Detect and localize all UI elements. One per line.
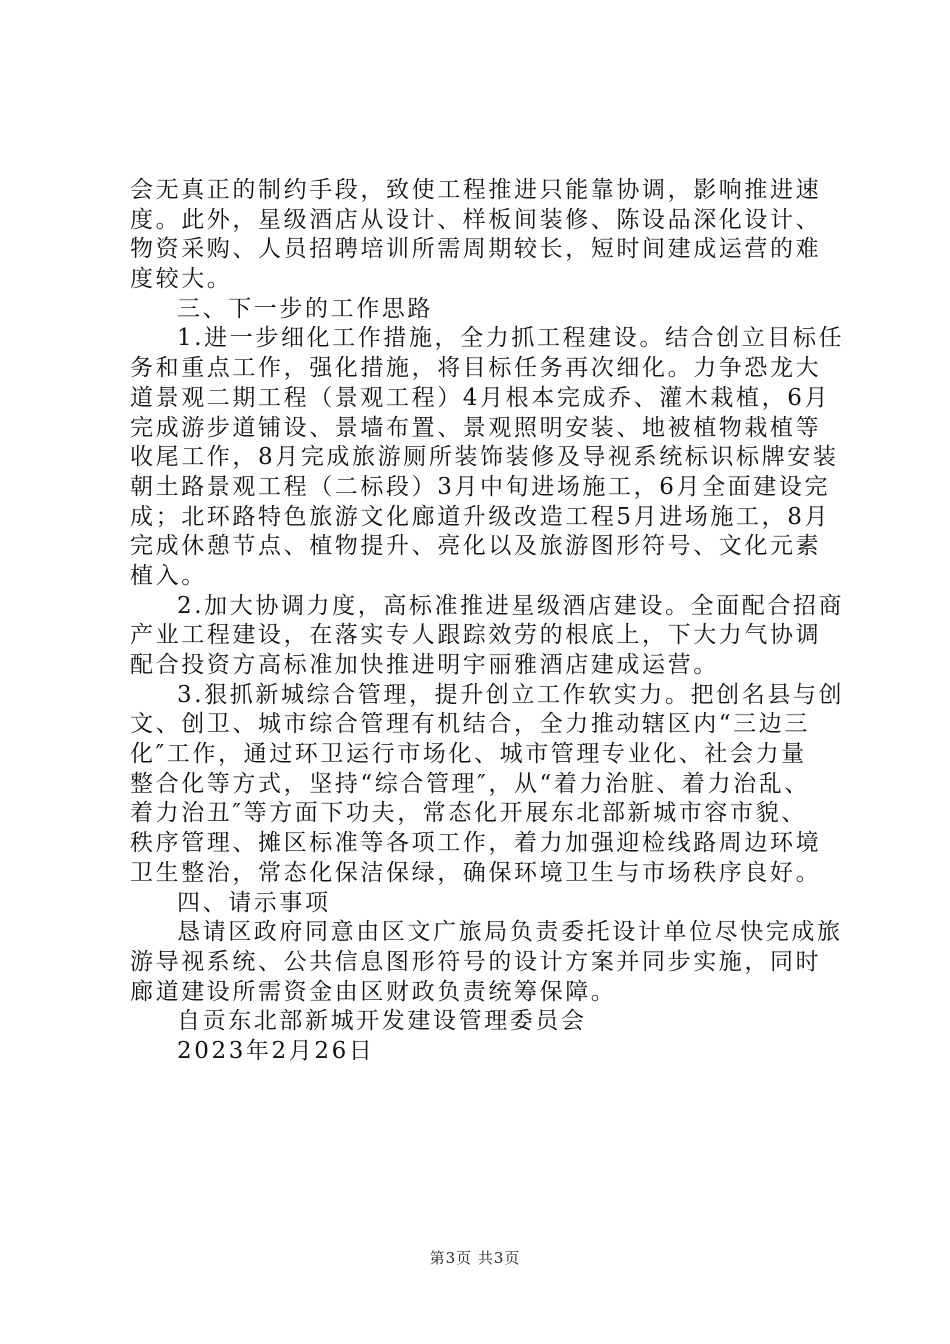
text-line: 配合投资方高标准加快推进明宇丽雅酒店建成运营。 bbox=[130, 652, 719, 678]
text-line: 恳请区政府同意由区文广旅局负责委托设计单位尽快完成旅 bbox=[177, 919, 843, 946]
text-line: 卫生整治，常态化保洁保绿，确保环境卫生与市场秩序良好。 bbox=[130, 859, 822, 886]
text-line: 四、请示事项 bbox=[177, 889, 331, 916]
paragraph-item-3 bbox=[130, 681, 845, 889]
text-line: 产业工程建设，在落实专人跟踪效劳的根底上，下大力气协调 bbox=[130, 622, 822, 649]
text-line: 游导视系统、公共信息图形符号的设计方案并同步实施，同时 bbox=[130, 948, 822, 975]
text-line: 3.狠抓新城综合管理，提升创立工作软实力。把创名县与创 bbox=[177, 681, 845, 708]
text-line: 植入。 bbox=[130, 562, 207, 589]
text-line: 着力治丑″等方面下功夫，常态化开展东北部新城市容市貌、 bbox=[130, 800, 807, 827]
paragraph-request bbox=[130, 918, 843, 1007]
text-line: 整合化等方式，坚持“综合管理″，从“着力治脏、着力治乱、 bbox=[130, 770, 810, 797]
paragraph-heading-3 bbox=[130, 295, 830, 325]
text-line: 1.进一步细化工作措施，全力抓工程建设。结合创立目标任 bbox=[177, 325, 845, 352]
paragraph-signature-date bbox=[130, 1037, 830, 1067]
text-line: 2023年2月26日 bbox=[177, 1037, 375, 1064]
paragraph-signature-org bbox=[130, 1007, 830, 1037]
text-line: 收尾工作，8月完成旅游厕所装饰装修及导视系统标识标牌安装 bbox=[130, 444, 839, 471]
text-line: 度。此外，星级酒店从设计、样板间装修、陈设品深化设计、 bbox=[130, 206, 822, 233]
paragraph-item-2 bbox=[130, 592, 845, 681]
text-line: 化″工作，通过环卫运行市场化、城市管理专业化、社会力量 bbox=[130, 741, 807, 768]
text-line: 2.加大协调力度，高标准推进星级酒店建设。全面配合招商 bbox=[177, 592, 845, 619]
text-line: 完成休憩节点、植物提升、亮化以及旅游图形符号、文化元素 bbox=[130, 533, 822, 560]
text-line: 物资采购、人员招聘培训所需周期较长，短时间建成运营的难 bbox=[130, 236, 822, 263]
text-line: 朝土路景观工程（二标段）3月中旬进场施工，6月全面建设完 bbox=[130, 473, 831, 500]
paragraph-item-1 bbox=[130, 324, 845, 591]
text-line: 廊道建设所需资金由区财政负责统筹保障。 bbox=[130, 978, 617, 1005]
paragraph-p-continuation bbox=[130, 176, 830, 295]
text-line: 成；北环路特色旅游文化廊道升级改造工程5月进场施工，8月 bbox=[130, 503, 831, 530]
paragraph-heading-4 bbox=[130, 889, 830, 919]
text-line: 度较大。 bbox=[130, 266, 233, 293]
text-line: 务和重点工作，强化措施，将目标任务再次细化。力争恐龙大 bbox=[130, 355, 822, 382]
text-line: 文、创卫、城市综合管理有机结合，全力推动辖区内“三边三 bbox=[130, 711, 810, 738]
text-line: 道景观二期工程（景观工程）4月根本完成乔、灌木栽植，6月 bbox=[130, 384, 831, 411]
page-footer: 第3页 共3页 bbox=[429, 1249, 521, 1267]
text-line: 自贡东北部新城开发建设管理委员会 bbox=[177, 1008, 587, 1035]
document-body bbox=[130, 176, 845, 1067]
text-line: 三、下一步的工作思路 bbox=[177, 295, 433, 322]
text-line: 完成游步道铺设、景墙布置、景观照明安装、地被植物栽植等 bbox=[130, 414, 822, 441]
text-line: 秩序管理、摊区标准等各项工作，着力加强迎检线路周边环境 bbox=[130, 830, 822, 857]
text-line: 会无真正的制约手段，致使工程推进只能靠协调，影响推进速 bbox=[130, 177, 822, 203]
